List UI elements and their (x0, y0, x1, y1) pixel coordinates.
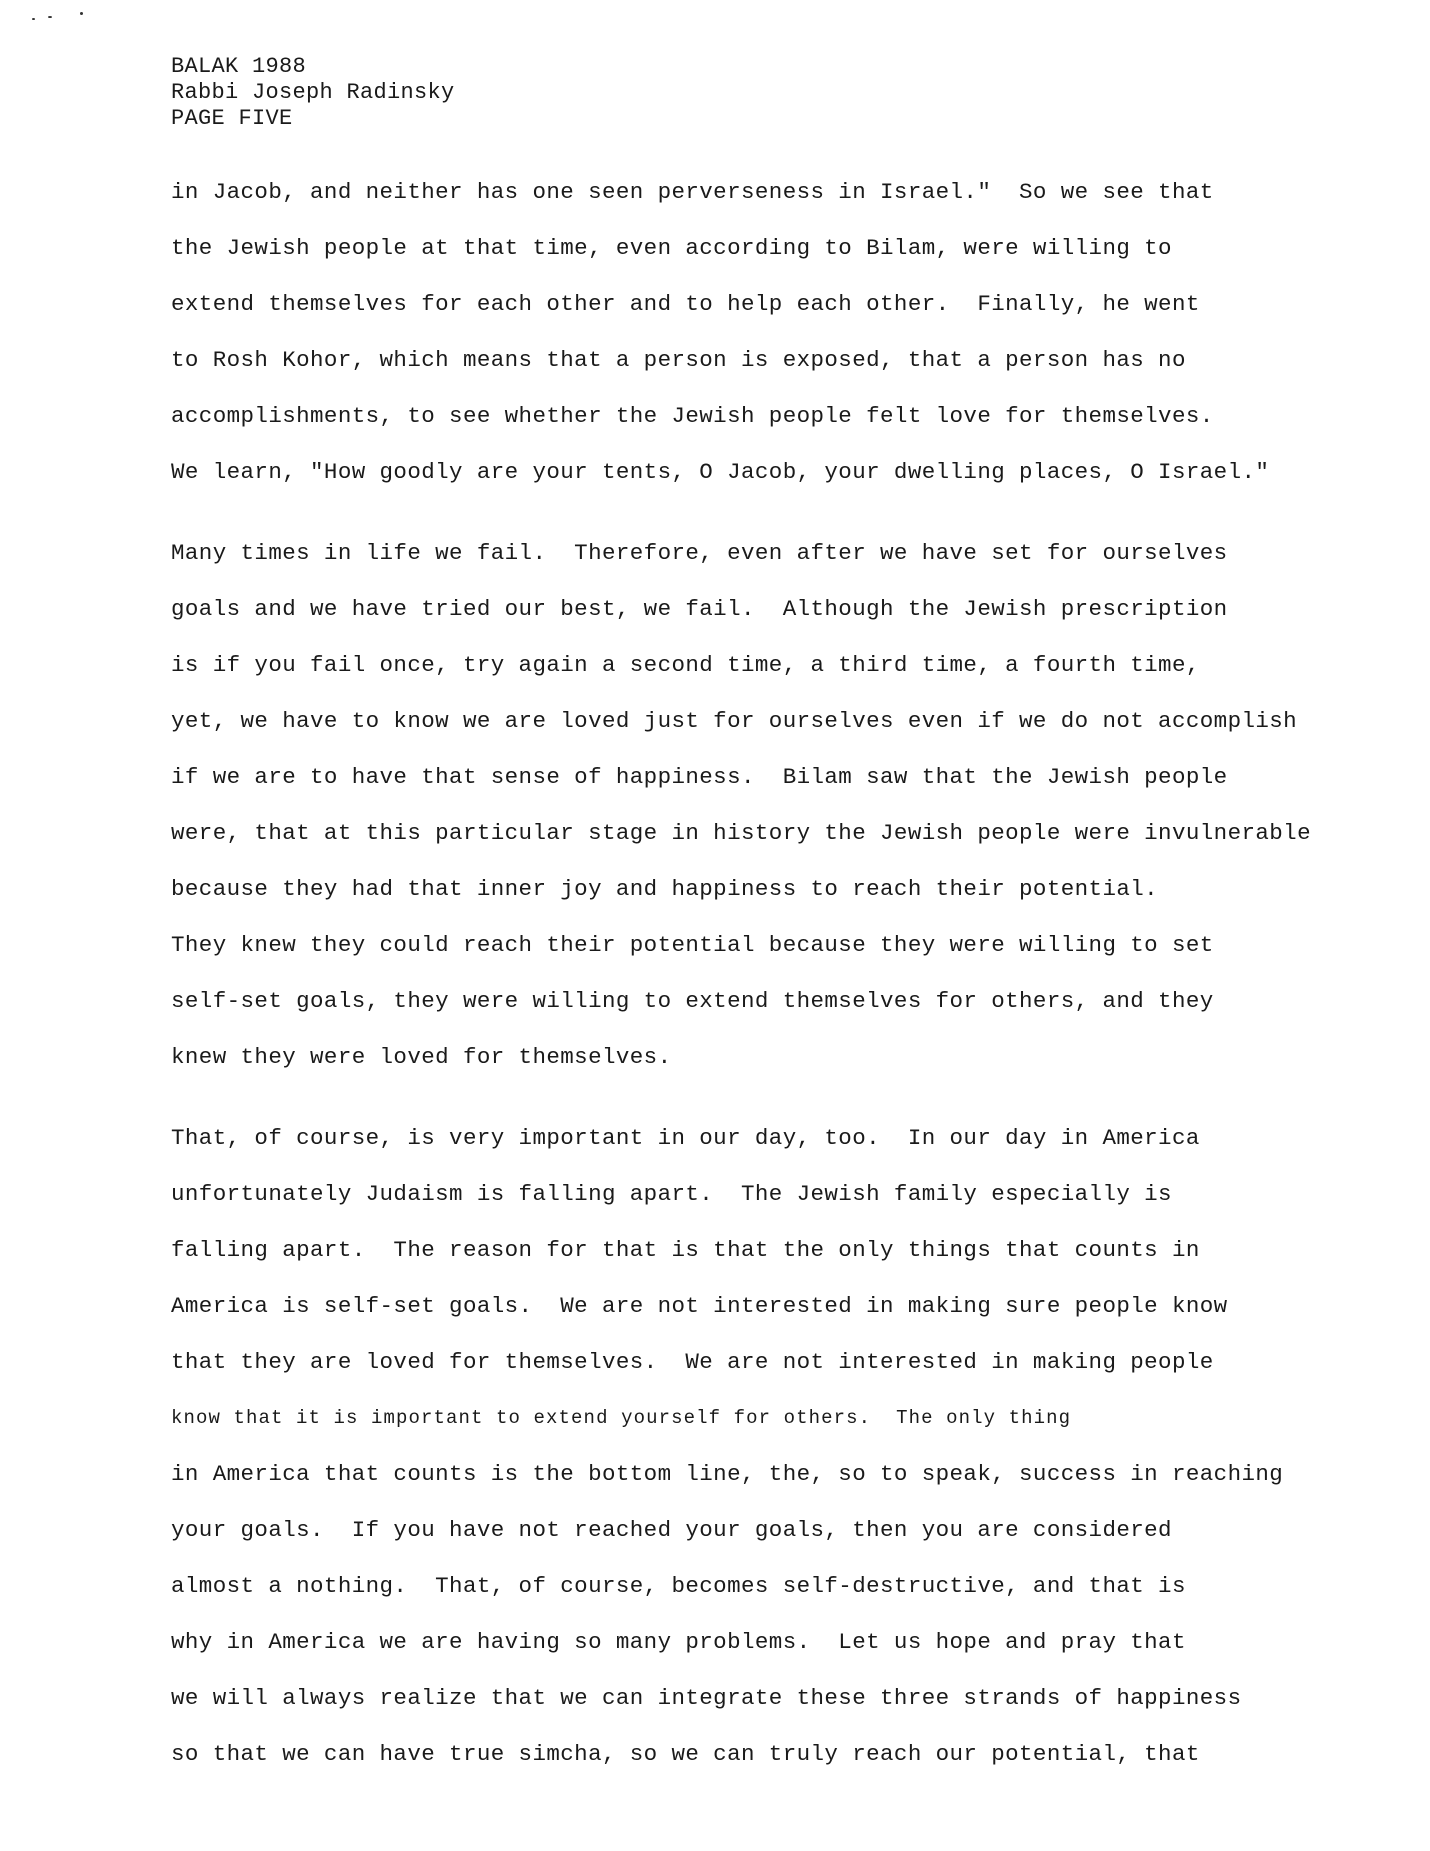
text-line: We learn, "How goodly are your tents, O Jacob, your dwelling places, O Israel." (171, 459, 1270, 485)
scan-speck (32, 18, 35, 20)
text-line: is if you fail once, try again a second time, a third time, a fourth time, (171, 652, 1200, 678)
scan-speck (48, 16, 52, 18)
text-line: extend themselves for each other and to help each other. Finally, he went (171, 291, 1200, 317)
scan-specks (32, 10, 132, 22)
text-line: goals and we have tried our best, we fail. Although the Jewish prescription (171, 596, 1228, 622)
paragraph (171, 1110, 1401, 1782)
text-line: the Jewish people at that time, even according to Bilam, were willing to (171, 235, 1172, 261)
paragraph (171, 164, 1401, 500)
text-line: why in America we are having so many problems. Let us hope and pray that (171, 1629, 1186, 1655)
text-line: know that it is important to extend yourself for others. The only thing (171, 1407, 1072, 1429)
text-line: in America that counts is the bottom line, the, so to speak, success in reaching (171, 1461, 1284, 1487)
text-line: accomplishments, to see whether the Jewish people felt love for themselves. (171, 403, 1214, 429)
paragraph-gap (171, 500, 1401, 525)
text-line: to Rosh Kohor, which means that a person is exposed, that a person has no (171, 347, 1186, 373)
text-line: falling apart. The reason for that is that the only things that counts in (171, 1237, 1200, 1263)
text-line: we will always realize that we can integrate these three strands of happiness (171, 1685, 1242, 1711)
paragraph-gap (171, 1085, 1401, 1110)
document-body (171, 164, 1401, 1782)
text-line: knew they were loved for themselves. (171, 1044, 672, 1070)
text-line: were, that at this particular stage in history the Jewish people were invulnerable (171, 820, 1311, 846)
document-author: Rabbi Joseph Radinsky (171, 80, 455, 105)
text-line: that they are loved for themselves. We are not interested in making people (171, 1349, 1214, 1375)
scan-speck (80, 12, 83, 15)
text-line: because they had that inner joy and happiness to reach their potential. (171, 876, 1159, 902)
text-line: self-set goals, they were willing to extend themselves for others, and they (171, 988, 1214, 1014)
page-number: PAGE FIVE (171, 106, 293, 131)
text-line: in Jacob, and neither has one seen perverseness in Israel." So we see that (171, 179, 1214, 205)
text-line: so that we can have true simcha, so we can truly reach our potential, that (171, 1741, 1200, 1767)
text-line: They knew they could reach their potential because they were willing to set (171, 932, 1214, 958)
text-line: That, of course, is very important in our day, too. In our day in America (171, 1125, 1200, 1151)
text-line: unfortunately Judaism is falling apart. The Jewish family especially is (171, 1181, 1172, 1207)
text-line: your goals. If you have not reached your goals, then you are considered (171, 1517, 1172, 1543)
text-line: if we are to have that sense of happiness. Bilam saw that the Jewish people (171, 764, 1228, 790)
text-line: yet, we have to know we are loved just for ourselves even if we do not accomplish (171, 708, 1298, 734)
document-header (171, 54, 455, 132)
text-line: almost a nothing. That, of course, becomes self-destructive, and that is (171, 1573, 1186, 1599)
document-title: BALAK 1988 (171, 54, 307, 79)
text-line: America is self-set goals. We are not interested in making sure people know (171, 1293, 1228, 1319)
text-line: Many times in life we fail. Therefore, even after we have set for ourselves (171, 540, 1228, 566)
paragraph (171, 525, 1401, 1085)
